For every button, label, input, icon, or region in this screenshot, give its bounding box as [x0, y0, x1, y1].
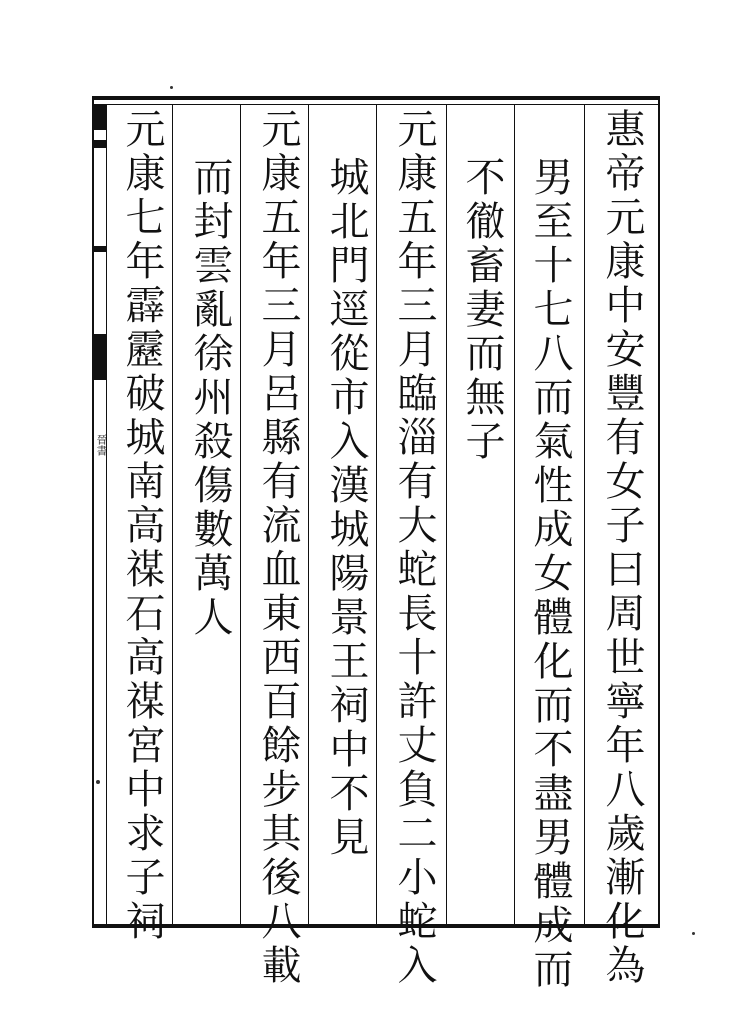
column-rule — [514, 104, 515, 924]
column-text: 元康五年三月臨淄有大蛇長十許丈負二小蛇入 — [391, 108, 437, 988]
gutter-ink-mark — [94, 334, 106, 380]
text-column-7 — [182, 156, 238, 976]
gutter-ink-mark — [94, 246, 106, 252]
gutter-ink-mark — [94, 140, 106, 148]
gutter-ink-mark — [94, 104, 106, 130]
gutter-label: 晉書 — [95, 434, 108, 456]
column-rule — [376, 104, 377, 924]
column-text: 城北門逕從市入漢城陽景王祠中不見 — [323, 156, 369, 860]
column-rule — [106, 104, 107, 924]
text-column-6 — [250, 108, 306, 988]
column-rule — [172, 104, 173, 924]
column-rule — [584, 104, 585, 924]
column-text: 不徹畜妻而無子 — [459, 156, 505, 464]
column-text: 元康七年霹靂破城南高禖石高禖宮中求子祠 — [119, 108, 165, 944]
text-column-8 — [114, 108, 170, 944]
text-column-4 — [386, 108, 442, 988]
column-text: 而封雲亂徐州殺傷數萬人 — [187, 156, 233, 640]
ink-speck — [170, 86, 173, 89]
text-column-3 — [454, 156, 510, 976]
column-text: 惠帝元康中安豐有女子曰周世寧年八歲漸化為 — [599, 108, 645, 988]
column-rule — [308, 104, 309, 924]
column-text: 元康五年三月呂縣有流血東西百餘步其後八載 — [255, 108, 301, 988]
text-column-2 — [522, 156, 578, 992]
gutter-margin — [92, 104, 106, 924]
ink-speck — [692, 932, 695, 935]
column-rule — [446, 104, 447, 924]
ink-speck — [96, 780, 100, 784]
text-column-5 — [318, 156, 374, 976]
column-text: 男至十七八而氣性成女體化而不盡男體成而 — [527, 156, 573, 992]
text-column-1 — [594, 108, 650, 988]
column-rule — [240, 104, 241, 924]
